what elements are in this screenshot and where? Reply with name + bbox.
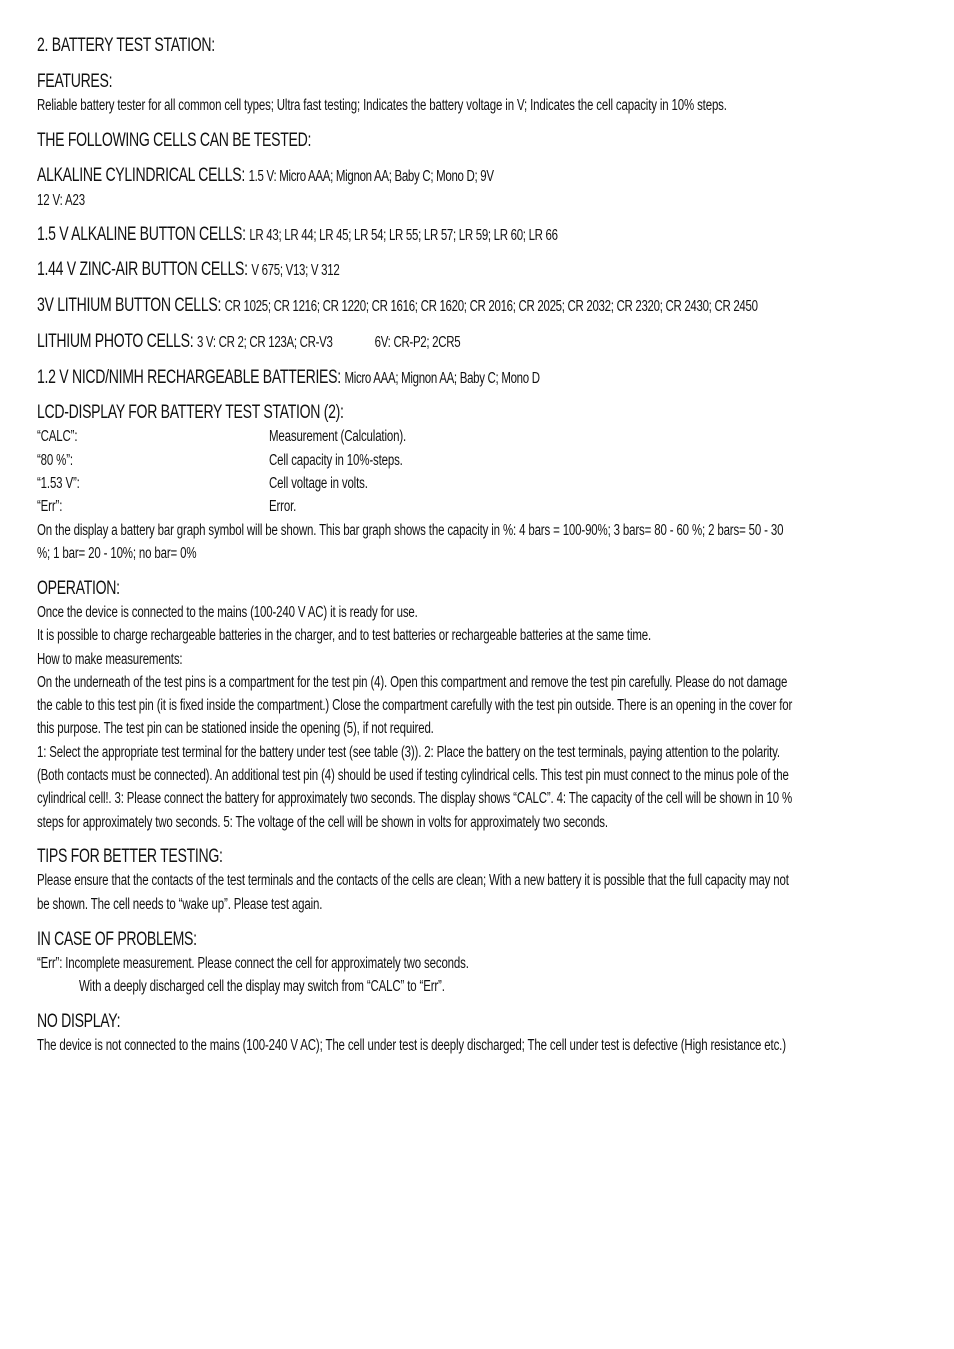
lcd-key-err: “Err”:	[37, 498, 63, 515]
operation-line: this purpose. The test pin can be stationed inside the opening (5), if not required.	[37, 720, 434, 737]
alkaline-button-value: LR 43; LR 44; LR 45; LR 54; LR 55; LR 57; LR 59; LR 60; LR 66	[249, 227, 558, 244]
operation-line: steps for approximately two seconds. 5: The voltage of the cell will be shown in volts for approximately two seconds.	[37, 814, 608, 831]
problems-line1: “Err”: Incomplete measurement. Please connect the cell for approximately two seconds.	[37, 955, 469, 972]
nicd-line	[37, 367, 540, 389]
features-text: Reliable battery tester for all common cell types; Ultra fast testing; Indicates the battery voltage in V; Indicates the cell capacity in 10% steps.	[37, 97, 727, 114]
tips-line: Please ensure that the contacts of the test terminals and the contacts of the cells are clean; With a new battery it is possible that the full capacity may not	[37, 872, 789, 889]
cells-heading: THE FOLLOWING CELLS CAN BE TESTED:	[37, 130, 312, 151]
nicd-label: 1.2 V NICD/NIMH RECHARGEABLE BATTERIES:	[37, 367, 341, 388]
operation-line: Once the device is connected to the mains (100-240 V AC) it is ready for use.	[37, 604, 418, 621]
lithium-photo-line	[37, 331, 460, 353]
lithium-photo-value: 3 V: CR 2; CR 123A; CR-V3	[196, 334, 333, 351]
operation-line: the cable to this test pin (it is fixed inside the compartment.) Close the compartment carefully with the test pin outside. There is an opening in the cover for	[37, 697, 793, 714]
lithium-button-line	[37, 295, 758, 317]
lcd-desc-percent: Cell capacity in 10%-steps.	[269, 452, 403, 469]
no-display-heading: NO DISPLAY:	[37, 1011, 121, 1032]
lcd-note-line2: %; 1 bar= 20 - 10%; no bar= 0%	[37, 545, 197, 562]
lithium-button-label: 3V LITHIUM BUTTON CELLS:	[37, 295, 222, 316]
operation-line: How to make measurements:	[37, 651, 183, 668]
lcd-desc-voltage: Cell voltage in volts.	[269, 475, 368, 492]
features-heading: FEATURES:	[37, 71, 113, 92]
operation-heading: OPERATION:	[37, 578, 120, 599]
lcd-desc-calc: Measurement (Calculation).	[269, 428, 407, 445]
zinc-air-value: V 675; V13; V 312	[251, 262, 340, 279]
operation-line: It is possible to charge rechargeable batteries in the charger, and to test batteries or rechargeable batteries at the same time.	[37, 627, 652, 644]
operation-line: (Both contacts must be connected). An additional test pin (4) should be used if testing cylindrical cells. This test pin must connect to the minus pole of the	[37, 767, 789, 784]
problems-line2: With a deeply discharged cell the display may switch from “CALC” to “Err”.	[79, 978, 445, 995]
lithium-photo-value2: 6V: CR-P2; 2CR5	[374, 334, 461, 351]
operation-line: cylindrical cell!. 3: Please connect the battery for approximately two seconds. The display shows “CALC”. 4: The capacity of the cell will be shown in 10 %	[37, 790, 793, 807]
alkaline-cylindrical-line	[37, 165, 494, 187]
section-title: 2. BATTERY TEST STATION:	[37, 35, 215, 56]
lcd-key-voltage: “1.53 V”:	[37, 475, 80, 492]
zinc-air-label: 1.44 V ZINC-AIR BUTTON CELLS:	[37, 259, 248, 280]
problems-heading: IN CASE OF PROBLEMS:	[37, 929, 197, 950]
no-display-text: The device is not connected to the mains (100-240 V AC); The cell under test is deeply discharged; The cell under test is defective (High resistance etc.)	[37, 1037, 786, 1054]
lcd-heading: LCD-DISPLAY FOR BATTERY TEST STATION (2):	[37, 402, 344, 423]
operation-line: On the underneath of the test pins is a compartment for the test pin (4). Open this compartment and remove the test pin carefully. Please do not damage	[37, 674, 788, 691]
alkaline-cylindrical-label: ALKALINE CYLINDRICAL CELLS:	[37, 165, 245, 186]
tips-line: be shown. The cell needs to “wake up”. Please test again.	[37, 896, 323, 913]
zinc-air-line	[37, 259, 339, 281]
lcd-note-line1: On the display a battery bar graph symbol will be shown. This bar graph shows the capacity in %: 4 bars = 100-90%; 3 bars= 80 - 60 %; 2 bars= 50 - 30	[37, 522, 784, 539]
nicd-value: Micro AAA; Mignon AA; Baby C; Mono D	[344, 370, 540, 387]
lcd-desc-err: Error.	[269, 498, 297, 515]
alkaline-cylindrical-value: 1.5 V: Micro AAA; Mignon AA; Baby C; Mono D; 9V	[248, 168, 494, 185]
alkaline-button-label: 1.5 V ALKALINE BUTTON CELLS:	[37, 224, 246, 245]
lcd-key-percent: “80 %”:	[37, 452, 73, 469]
lithium-button-value: CR 1025; CR 1216; CR 1220; CR 1616; CR 1620; CR 2016; CR 2025; CR 2032; CR 2320; CR 2430; CR 2450	[224, 298, 758, 315]
lithium-photo-label: LITHIUM PHOTO CELLS:	[37, 331, 194, 352]
operation-line: 1: Select the appropriate test terminal for the battery under test (see table (3)). 2: Place the battery on the test terminals, paying attention to the polarity.	[37, 744, 780, 761]
lcd-key-calc: “CALC”:	[37, 428, 78, 445]
alkaline-cylindrical-value2: 12 V: A23	[37, 192, 85, 209]
alkaline-button-line	[37, 224, 558, 246]
tips-heading: TIPS FOR BETTER TESTING:	[37, 846, 223, 867]
